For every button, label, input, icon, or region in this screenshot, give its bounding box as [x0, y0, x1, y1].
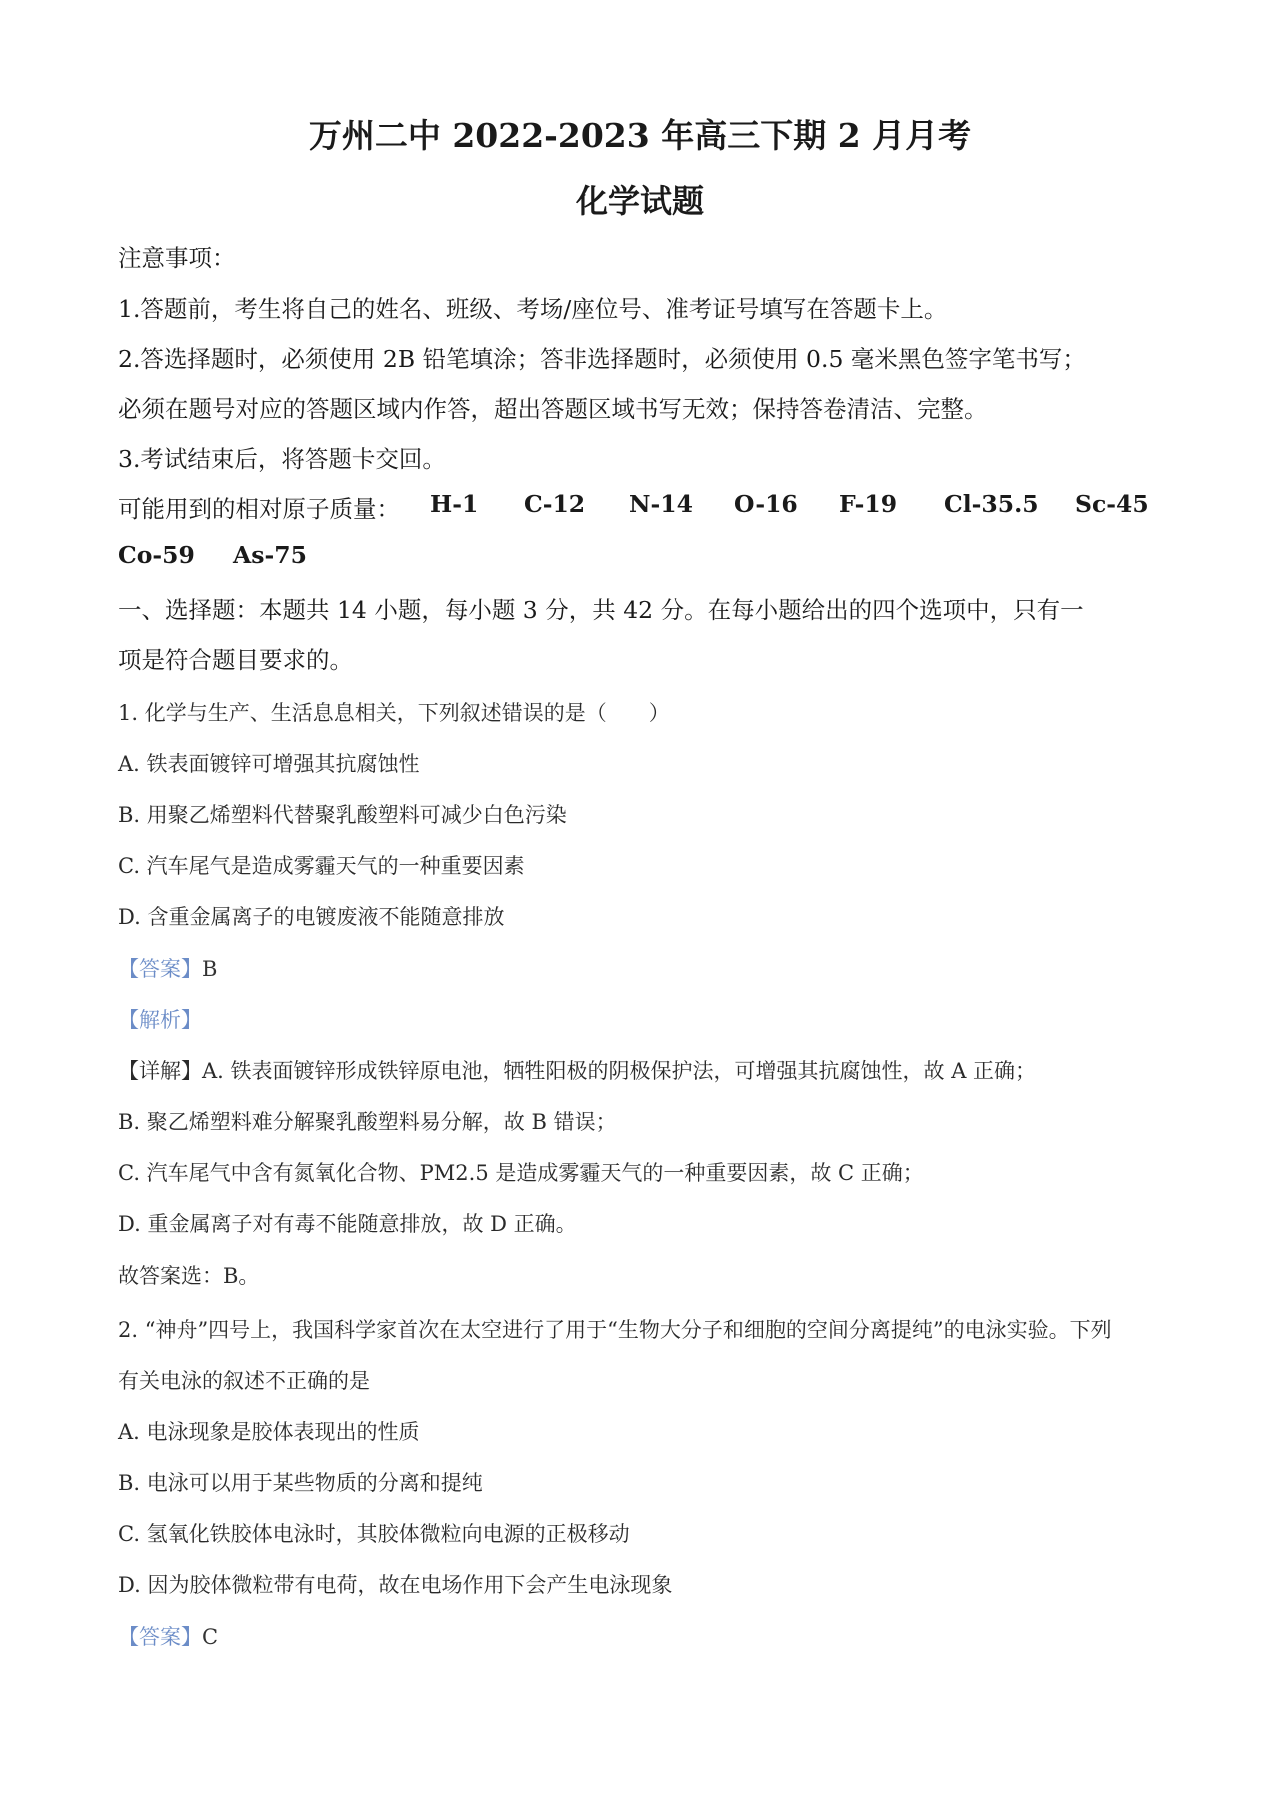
- page-subtitle: 化学试题: [575, 182, 704, 220]
- mass-h: H-1: [430, 490, 479, 518]
- q1-option-b: B. 用聚乙烯塑料代替聚乳酸塑料可减少白色污染: [118, 803, 567, 827]
- page-title: 万州二中 2022-2023 年高三下期 2 月月考: [308, 116, 972, 155]
- q2-answer-tag: 【答案】: [118, 1625, 202, 1649]
- q2-option-b: B. 电泳可以用于某些物质的分离和提纯: [118, 1471, 483, 1495]
- mass-cl: Cl-35.5: [944, 490, 1039, 518]
- section-heading-line-2: 项是符合题目要求的。: [118, 646, 353, 674]
- q1-detail-2: B. 聚乙烯塑料难分解聚乳酸塑料易分解，故 B 错误；: [118, 1110, 617, 1134]
- mass-c: C-12: [524, 490, 586, 518]
- notice-item-3: 3.考试结束后，将答题卡交回。: [118, 445, 446, 473]
- q1-analysis-tag: 【解析】: [118, 1008, 202, 1032]
- q1-conclusion: 故答案选：B。: [118, 1264, 260, 1288]
- mass-sc: Sc-45: [1075, 490, 1149, 518]
- section-heading-line-1: 一、选择题：本题共 14 小题，每小题 3 分，共 42 分。在每小题给出的四个选项中，只有一: [118, 596, 1084, 624]
- notice-item-2a: 2.答选择题时，必须使用 2B 铅笔填涂；答非选择题时，必须使用 0.5 毫米黑色签字笔书写；: [118, 345, 1086, 373]
- mass-co: Co-59: [118, 541, 195, 569]
- q2-option-a: A. 电泳现象是胶体表现出的性质: [118, 1420, 420, 1444]
- q1-option-d: D. 含重金属离子的电镀废液不能随意排放: [118, 905, 505, 929]
- q2-answer: [118, 1621, 218, 1651]
- notice-item-2b: 必须在题号对应的答题区域内作答，超出答题区域书写无效；保持答卷清洁、完整。: [118, 395, 988, 423]
- notice-heading: 注意事项：: [118, 244, 236, 272]
- mass-as: As-75: [233, 541, 307, 569]
- atomic-mass-row-2: [118, 541, 518, 573]
- atomic-mass-label: 可能用到的相对原子质量：: [118, 495, 400, 523]
- q2-stem-line-1: 2. “神舟”四号上，我国科学家首次在太空进行了用于“生物大分子和细胞的空间分离提纯”的电泳实验。下列: [118, 1318, 1112, 1342]
- q2-option-d: D. 因为胶体微粒带有电荷，故在电场作用下会产生电泳现象: [118, 1573, 673, 1597]
- q1-answer-value: B: [202, 957, 218, 981]
- mass-o: O-16: [734, 490, 798, 518]
- q1-stem: 1. 化学与生产、生活息息相关，下列叙述错误的是（ ）: [118, 701, 670, 725]
- q2-option-c: C. 氢氧化铁胶体电泳时，其胶体微粒向电源的正极移动: [118, 1522, 630, 1546]
- q1-answer: [118, 953, 217, 983]
- q1-answer-tag: 【答案】: [118, 957, 202, 981]
- notice-item-1: [118, 290, 947, 324]
- q1-detail-1: 【详解】A. 铁表面镀锌形成铁锌原电池，牺牲阳极的阴极保护法，可增强其抗腐蚀性，故 A 正确；: [118, 1059, 1037, 1083]
- q1-detail-3: C. 汽车尾气中含有氮氧化合物、PM2.5 是造成雾霾天气的一种重要因素，故 C 正确；: [118, 1161, 924, 1185]
- notice-item-1-text: 1.答题前，考生将自己的姓名、班级、考场/座位号、准考证号填写在答题卡上。: [118, 295, 948, 323]
- mass-n: N-14: [629, 490, 693, 518]
- q1-option-a: A. 铁表面镀锌可增强其抗腐蚀性: [118, 752, 420, 776]
- q2-answer-value: C: [202, 1625, 219, 1649]
- q2-stem-line-2: 有关电泳的叙述不正确的是: [118, 1369, 370, 1393]
- q1-detail-4: D. 重金属离子对有毒不能随意排放，故 D 正确。: [118, 1212, 577, 1236]
- q1-option-c: C. 汽车尾气是造成雾霾天气的一种重要因素: [118, 854, 525, 878]
- mass-f: F-19: [839, 490, 898, 518]
- atomic-mass-row-1: [118, 490, 1168, 522]
